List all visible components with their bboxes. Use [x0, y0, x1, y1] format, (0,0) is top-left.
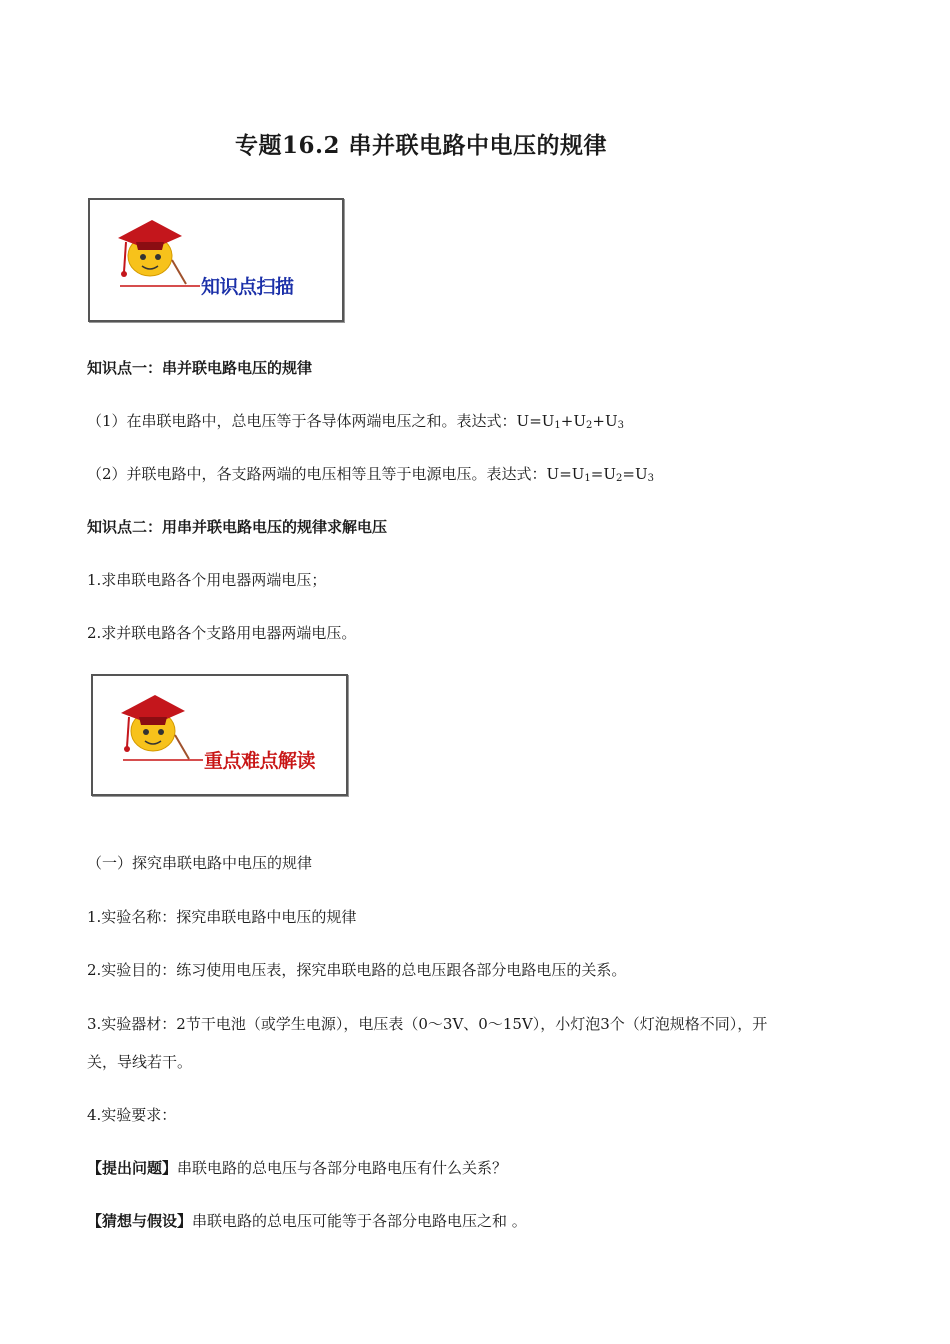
list-item: 1.求串联电路各个用电器两端电压； — [87, 571, 327, 589]
knowledge-scan-banner — [88, 198, 344, 322]
list-item: 2.求并联电路各个支路用电器两端电压。 — [87, 624, 357, 642]
paragraph: 【提出问题】串联电路的总电压与各部分电路电压有什么关系？ — [87, 1159, 508, 1177]
list-item: 3.实验器材：2节干电池（或学生电源），电压表（0～3V、0～15V），小灯泡3个（灯泡规格不同），开 — [87, 1015, 768, 1033]
section-heading: （一）探究串联电路中电压的规律 — [87, 854, 313, 872]
list-item: 4.实验要求： — [87, 1106, 177, 1124]
formula: $U=U_1=U_2=U_3$ — [546, 465, 654, 484]
paragraph: 【猜想与假设】串联电路的总电压可能等于各部分电路电压之和 。 — [87, 1212, 527, 1230]
paragraph: （2）并联电路中，各支路两端的电压相等且等于电源电压。表达式：$U=U_1=U_2=U_3$ — [87, 465, 654, 484]
section-heading: 知识点一：串并联电路电压的规律 — [87, 359, 313, 377]
bracket-label: 【提出问题】 — [87, 1159, 178, 1177]
page-title: 专题16.2 串并联电路中电压的规律 — [234, 132, 608, 159]
list-item-continuation: 关，导线若干。 — [87, 1053, 193, 1071]
graduation-cap-smiley-icon — [93, 676, 346, 794]
bracket-label: 【猜想与假设】 — [87, 1212, 193, 1230]
banner-label: 知识点扫描 — [201, 276, 294, 298]
graduation-cap-smiley-icon — [90, 200, 342, 320]
banner-label: 重点难点解读 — [204, 750, 316, 772]
formula: $U=U_1+U_2+U_3$ — [516, 412, 624, 431]
section-heading: 知识点二：用串并联电路电压的规律求解电压 — [87, 518, 388, 536]
list-item: 2.实验目的：练习使用电压表，探究串联电路的总电压跟各部分电路电压的关系。 — [87, 961, 627, 979]
list-item: 1.实验名称：探究串联电路中电压的规律 — [87, 908, 357, 926]
paragraph: （1）在串联电路中，总电压等于各导体两端电压之和。表达式：$U=U_1+U_2+U_3$ — [87, 412, 624, 431]
key-points-banner — [91, 674, 348, 796]
